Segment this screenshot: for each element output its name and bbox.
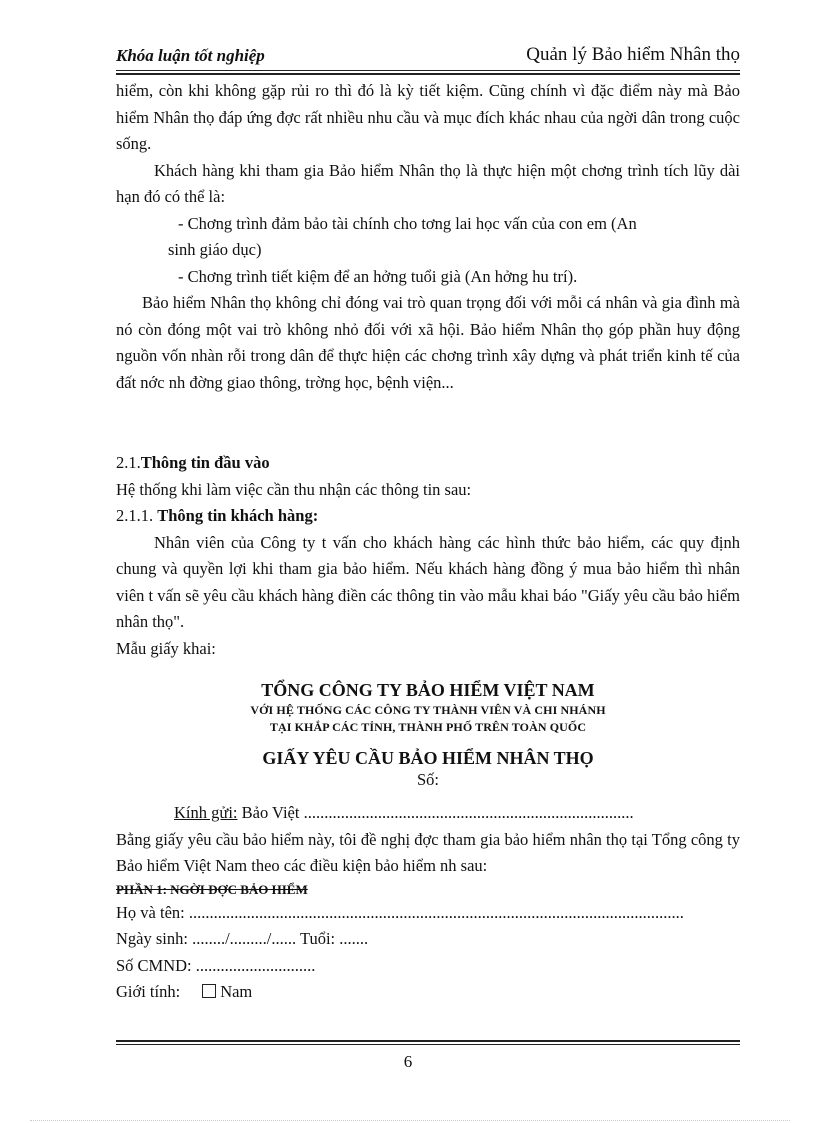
header-rule [116,70,740,71]
bullet-education-cont: sinh giáo dục) [168,240,262,259]
form-recipient-line [116,800,740,827]
form-recipient-label: Kính gửi: [174,803,238,822]
form-subtitle-1: VỚI HỆ THỐNG CÁC CÔNG TY THÀNH VIÊN VÀ CHI NHÁNH [250,703,606,717]
form-id-field: Số CMND: ............................. [116,955,316,975]
header-topic-label: Quản lý Bảo hiểm Nhân thọ [526,44,740,65]
section-2-1-1-number: 2.1.1. [116,506,158,525]
form-heading: GIẤY YÊU CẦU BẢO HIỂM NHÂN THỌ [262,748,594,768]
form-number-label: Số: [416,770,439,789]
page-header [116,44,740,70]
footer-rule [116,1044,740,1045]
form-gender-option: Nam [220,982,253,1001]
paragraph-form-sample: Mẫu giấy khai: [116,638,216,658]
page-edge-dotted-line [30,1120,790,1121]
bullet-retirement: - Chơng trình tiết kiệm để an hởng tuổi già (An hởng hu trí). [178,266,578,286]
paragraph-society: Bảo hiểm Nhân thọ không chỉ đóng vai trò quan trọng đối với mỗi cá nhân và gia đình mà nó còn đóng một vai trò không nhỏ đối với xã hội. Bảo hiểm Nhân thọ góp phần huy động nguồn vốn nhàn rỗi trong dân để thực hiện các chơng trình xây dựng và phát triển kinh tế của đất nớc nh đờng giao thông, trờng học, bệnh viện... [116,293,740,392]
form-gender-field [116,979,740,1006]
header-thesis-label: Khóa luận tốt nghiệp [116,46,265,65]
section-2-1-1-heading [116,503,740,530]
form-dob-field: Ngày sinh: ......../........./...... Tuổi: ....... [116,929,369,948]
paragraph-consulting: Nhân viên của Công ty t vấn cho khách hàng các hình thức bảo hiểm, các quy định chung và quyền lợi khi tham gia bảo hiểm. Nếu khách hàng đồng ý mua bảo hiểm thì nhân viên t vấn sẽ yêu cầu khách hàng điền các thông tin vào mẫu khai báo "Giấy yêu cầu bảo hiểm nhân thọ". [116,532,740,631]
section-2-1-number: 2.1. [116,453,141,472]
checkbox-icon [202,984,216,998]
section-2-1-heading [116,450,740,477]
paragraph-system-info: Hệ thống khi làm việc cần thu nhận các thông tin sau: [116,479,472,499]
page-number: 6 [403,1052,413,1071]
form-company-name: TỔNG CÔNG TY BẢO HIỂM VIỆT NAM [261,680,595,700]
document-body [116,78,740,1006]
form-subtitle-2: TẠI KHẮP CÁC TỈNH, THÀNH PHỐ TRÊN TOÀN QUỐC [269,720,587,734]
header-rule-thick [116,73,740,75]
form-name-field: Họ và tên: ........................................................................................................................ [116,902,684,922]
form-part-1-heading: PHẦN 1: NGỜI ĐỢC BẢO HIỂM [116,881,308,897]
footer-rule-thick [116,1040,740,1042]
section-gap [116,396,740,450]
form-gender-label: Giới tính: [116,982,181,1001]
paragraph-customer: Khách hàng khi tham gia Bảo hiểm Nhân thọ là thực hiện một chơng trình tích lũy dài hạn đó có thể là: [116,160,740,206]
bullet-education: - Chơng trình đảm bảo tài chính cho tơng lai học vấn của con em (An [178,213,637,233]
section-2-1-1-title: Thông tin khách hàng: [157,506,319,525]
form-request-text: Bằng giấy yêu cầu bảo hiểm này, tôi đề nghị đợc tham gia bảo hiểm nhân thọ tại Tổng công ty Bảo hiểm Việt Nam theo các điều kiện bảo hiểm nh sau: [116,829,740,875]
section-2-1-title: Thông tin đầu vào [140,453,270,472]
paragraph-intro: hiểm, còn khi không gặp rủi ro thì đó là kỳ tiết kiệm. Cũng chính vì đặc điểm này mà Bảo hiểm Nhân thọ đáp ứng đợc rất nhiều nhu cầu và mục đích khác nhau của ngời dân trong cuộc sống. [116,81,740,153]
form-recipient-value: Bảo Việt ................................................................................ [237,803,634,822]
